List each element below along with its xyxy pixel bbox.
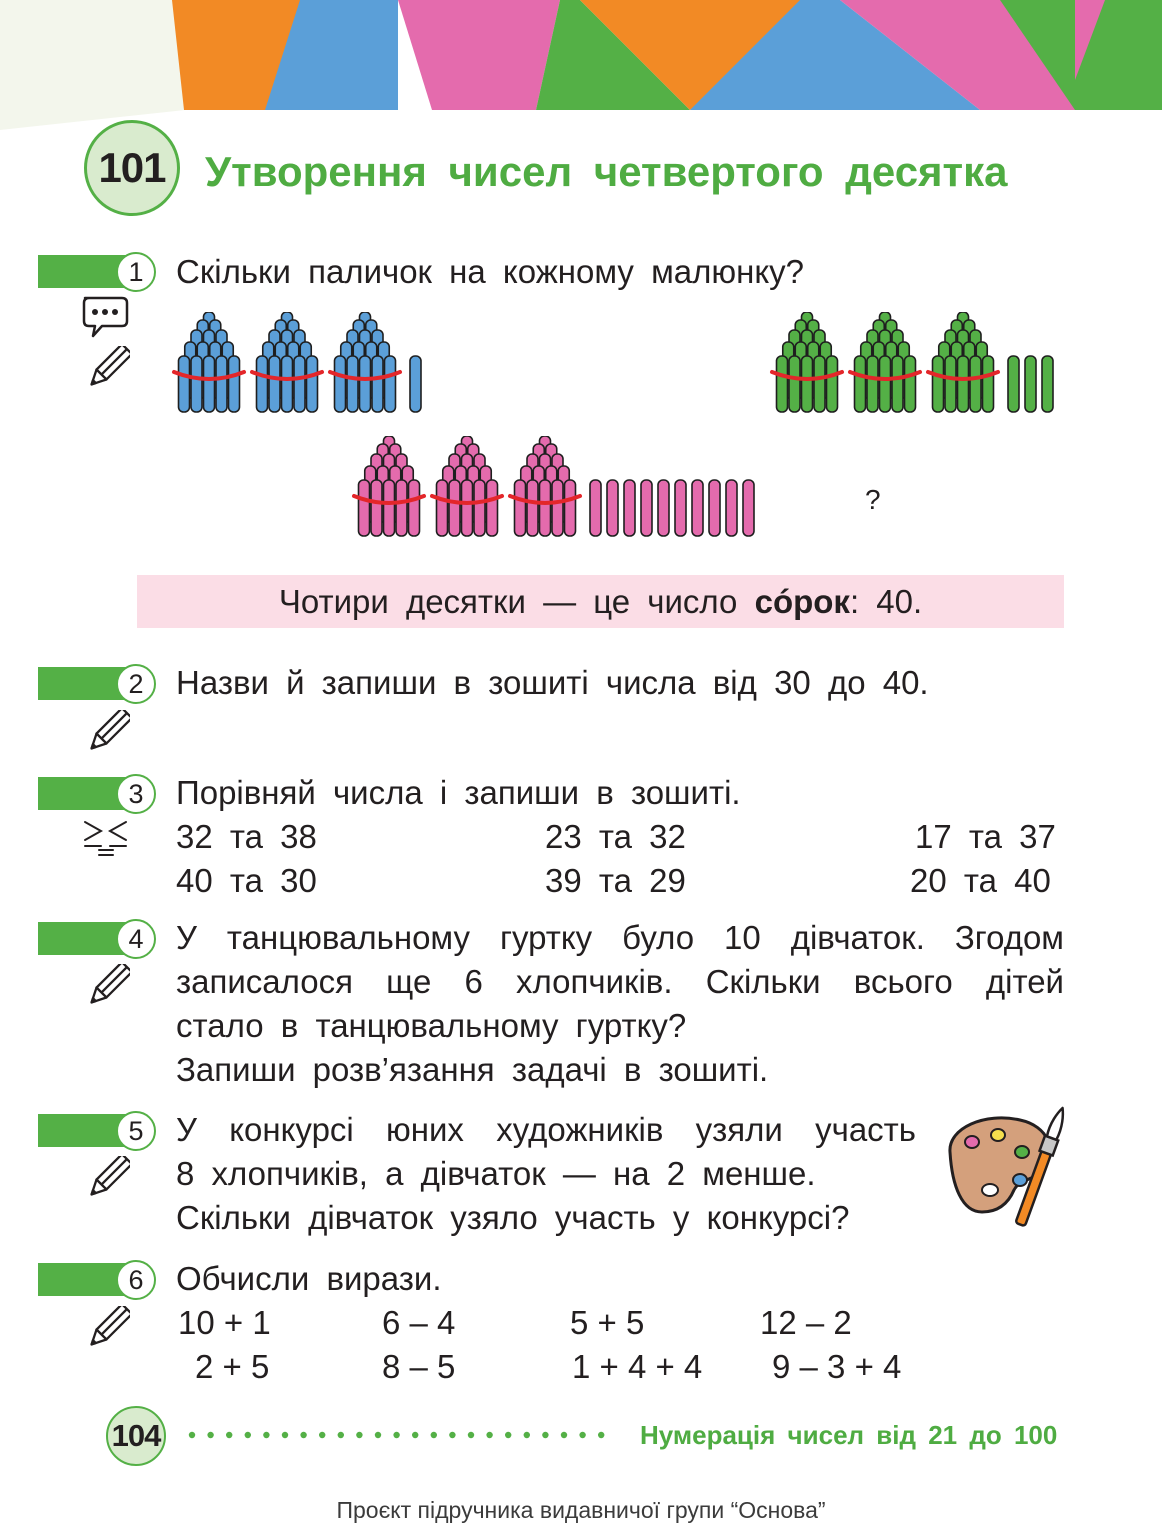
divider-dot bbox=[486, 1432, 492, 1438]
divider-dot bbox=[319, 1432, 325, 1438]
single-stick bbox=[607, 480, 618, 536]
section-title: Нумерація чисел від 21 до 100 bbox=[640, 1420, 1058, 1450]
speech-bubble-icon bbox=[80, 294, 130, 340]
pencil-icon bbox=[80, 710, 130, 760]
question-mark: ? bbox=[865, 484, 881, 515]
exercise-1-text: Скільки паличок на кожному малюнку? bbox=[176, 253, 804, 290]
divider-dot bbox=[579, 1432, 585, 1438]
single-stick bbox=[743, 480, 754, 536]
exercise-4-line: Запиши розв’язання задачі в зошиті. bbox=[176, 1051, 769, 1088]
exercise-6-number: 6 bbox=[116, 1260, 156, 1300]
sticks-image-pink bbox=[350, 436, 800, 540]
expression: 8 – 5 bbox=[382, 1348, 456, 1385]
stick-bundle bbox=[772, 312, 842, 412]
pencil-icon bbox=[80, 346, 130, 396]
exercise-3-number: 3 bbox=[116, 774, 156, 814]
stick-bundle bbox=[252, 312, 322, 412]
single-stick bbox=[590, 480, 601, 536]
dotted-divider bbox=[186, 1420, 626, 1450]
page-number-badge: 104 bbox=[106, 1406, 166, 1466]
exercise-2-number: 2 bbox=[116, 664, 156, 704]
pencil-icon bbox=[80, 1156, 130, 1206]
exercise-3-text: Порівняй числа і запиши в зошиті. bbox=[176, 774, 741, 811]
comparison-item: 23 та 32 bbox=[545, 818, 686, 855]
divider-dot bbox=[524, 1432, 530, 1438]
divider-dot bbox=[338, 1432, 344, 1438]
single-stick bbox=[709, 480, 720, 536]
rule-note bbox=[137, 575, 1064, 628]
single-stick bbox=[641, 480, 652, 536]
divider-dot bbox=[282, 1432, 288, 1438]
single-stick bbox=[692, 480, 703, 536]
stick-bundle bbox=[354, 436, 424, 536]
stick-bundle bbox=[850, 312, 920, 412]
exercise-4-line: записалося ще 6 хлопчиків. Скільки всього дітей bbox=[176, 963, 1064, 1000]
expression: 1 + 4 + 4 bbox=[572, 1348, 703, 1385]
divider-dot bbox=[207, 1432, 213, 1438]
expression: 12 – 2 bbox=[760, 1304, 852, 1341]
comparison-item: 40 та 30 bbox=[176, 862, 317, 899]
single-stick bbox=[410, 356, 421, 412]
expression: 2 + 5 bbox=[195, 1348, 270, 1385]
single-stick bbox=[675, 480, 686, 536]
exercise-4-line: У танцювальному гуртку було 10 дівчаток. Згодом bbox=[176, 919, 1064, 956]
comparison-item: 39 та 29 bbox=[545, 862, 686, 899]
exercise-5-number: 5 bbox=[116, 1111, 156, 1151]
exercise-5-line: 8 хлопчиків, а дівчаток — на 2 менше. bbox=[176, 1155, 816, 1192]
divider-dot bbox=[431, 1432, 437, 1438]
lesson-title: Утворення чисел четвертого десятка bbox=[205, 148, 1008, 195]
sticks-image-green bbox=[768, 312, 1068, 416]
divider-dot bbox=[245, 1432, 251, 1438]
stick-bundle bbox=[510, 436, 580, 536]
expression: 6 – 4 bbox=[382, 1304, 456, 1341]
divider-dot bbox=[263, 1432, 269, 1438]
single-stick bbox=[1025, 356, 1036, 412]
divider-dot bbox=[542, 1432, 548, 1438]
pencil-icon bbox=[80, 964, 130, 1014]
divider-dot bbox=[468, 1432, 474, 1438]
stick-bundle bbox=[174, 312, 244, 412]
exercise-1-number: 1 bbox=[116, 252, 156, 292]
expression: 5 + 5 bbox=[570, 1304, 645, 1341]
exercise-2-text: Назви й запиши в зошиті числа від 30 до 40. bbox=[176, 664, 929, 701]
divider-dot bbox=[505, 1432, 511, 1438]
rule-word-forty: сóрок bbox=[754, 582, 850, 620]
divider-dot bbox=[412, 1432, 418, 1438]
expression: 9 – 3 + 4 bbox=[772, 1348, 902, 1385]
stick-bundle bbox=[330, 312, 400, 412]
divider-dot bbox=[598, 1432, 604, 1438]
comparison-item: 17 та 37 bbox=[915, 818, 1056, 855]
single-stick bbox=[1008, 356, 1019, 412]
divider-dot bbox=[356, 1432, 362, 1438]
exercise-5-line: У конкурсі юних художників узяли участь bbox=[176, 1111, 916, 1148]
divider-dot bbox=[393, 1432, 399, 1438]
compare-signs-icon bbox=[80, 818, 132, 858]
comparison-item: 32 та 38 bbox=[176, 818, 317, 855]
single-stick bbox=[658, 480, 669, 536]
divider-dot bbox=[189, 1432, 195, 1438]
exercise-5-line: Скільки дівчаток узяло участь у конкурсі? bbox=[176, 1199, 850, 1236]
divider-dot bbox=[300, 1432, 306, 1438]
single-stick bbox=[624, 480, 635, 536]
divider-dot bbox=[449, 1432, 455, 1438]
divider-dot bbox=[226, 1432, 232, 1438]
pencil-icon bbox=[80, 1306, 130, 1356]
stick-bundle bbox=[928, 312, 998, 412]
header-bunting bbox=[0, 0, 1162, 135]
rule-text-before: Чотири десятки — це число bbox=[278, 582, 738, 620]
divider-dot bbox=[375, 1432, 381, 1438]
expression: 10 + 1 bbox=[178, 1304, 271, 1341]
lesson-number-badge: 101 bbox=[84, 120, 180, 216]
rule-text-after: : 40. bbox=[849, 582, 923, 620]
palette-icon bbox=[940, 1100, 1075, 1240]
exercise-6-text: Обчисли вирази. bbox=[176, 1260, 442, 1297]
single-stick bbox=[726, 480, 737, 536]
single-stick bbox=[1042, 356, 1053, 412]
comparison-item: 20 та 40 bbox=[910, 862, 1051, 899]
sticks-image-blue bbox=[170, 312, 440, 416]
stick-bundle bbox=[432, 436, 502, 536]
footer-text: Проєкт підручника видавничої групи “Основа” bbox=[336, 1497, 826, 1523]
exercise-4-line: стало в танцювальному гуртку? bbox=[176, 1007, 687, 1044]
exercise-4-number: 4 bbox=[116, 919, 156, 959]
divider-dot bbox=[561, 1432, 567, 1438]
